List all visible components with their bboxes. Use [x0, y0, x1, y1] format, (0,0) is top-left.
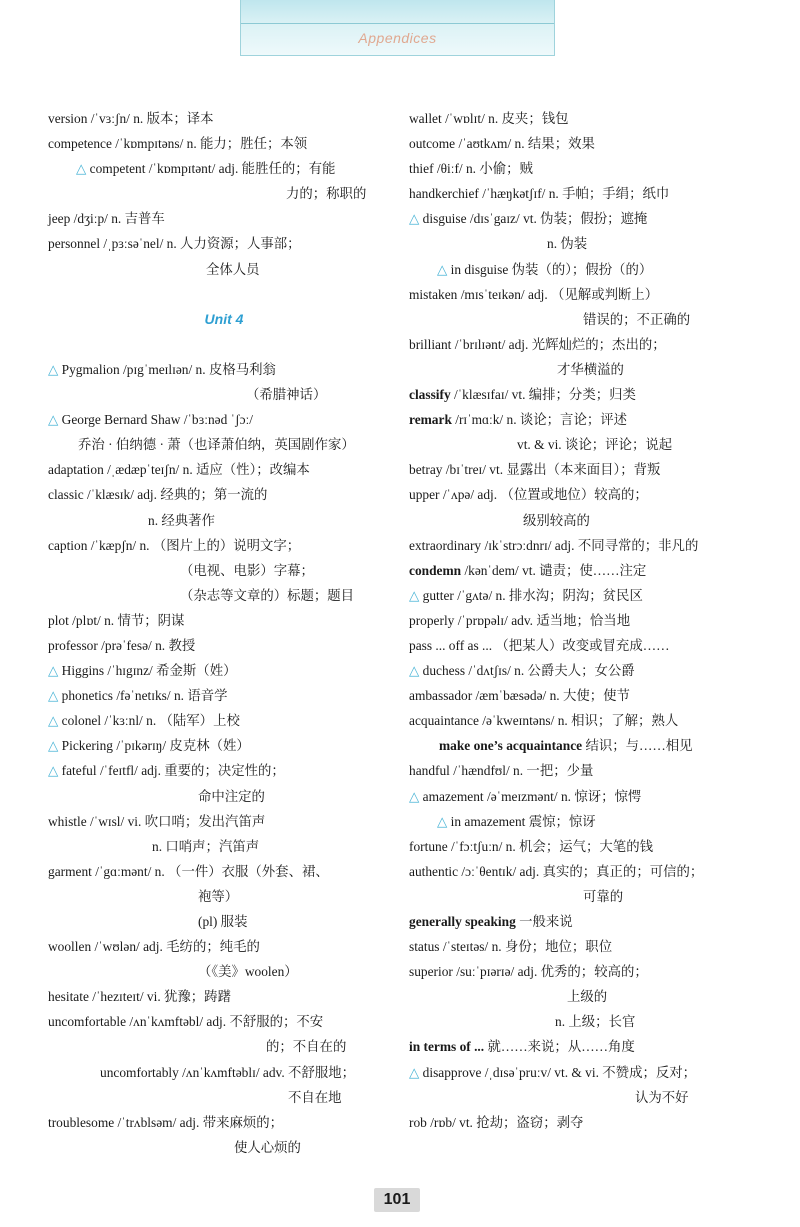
glossary-line: [48, 206, 400, 231]
triangle-marker-icon: △: [437, 813, 451, 829]
glossary-line: [409, 231, 754, 256]
glossary-line: [48, 357, 400, 382]
entry-text: colonel /ˈkɜːnl/ n. （陆军）上校: [61, 713, 240, 729]
entry-text: handkerchief /ˈhæŋkətʃɪf/ n. 手帕；手绢；纸巾: [409, 186, 670, 202]
glossary-line: [409, 859, 754, 884]
entry-text: gutter /ˈgʌtə/ n. 排水沟；阴沟；贫民区: [422, 587, 643, 603]
triangle-marker-icon: △: [409, 788, 423, 804]
triangle-marker-icon: △: [76, 161, 90, 177]
glossary-line: [409, 583, 754, 608]
entry-text: rob /rɒb/ vt. 抢劫；盗窃；剥夺: [409, 1114, 584, 1130]
entry-text: 命中注定的: [198, 788, 265, 804]
glossary-line: [48, 131, 400, 156]
entry-text: classic /ˈklæsɪk/ adj. 经典的；第一流的: [48, 487, 268, 503]
entry-text: acquaintance /əˈkweɪntəns/ n. 相识；了解；熟人: [409, 713, 679, 729]
glossary-line: [48, 533, 400, 558]
entry-text: in terms of ... 就……来说；从……角度: [409, 1039, 635, 1055]
entry-text: Pickering /ˈpɪkərɪŋ/ 皮克林（姓）: [61, 738, 250, 754]
entry-text: version /ˈvɜːʃn/ n. 版本；译本: [48, 111, 214, 126]
entry-text: 力的；称职的: [286, 186, 367, 202]
entry-text: competent /ˈkɒmpɪtənt/ adj. 能胜任的；有能: [89, 161, 336, 177]
glossary-line: [48, 633, 400, 658]
entry-text: disguise /dɪsˈgaɪz/ vt. 伪装；假扮；遮掩: [422, 211, 648, 227]
entry-text: betray /bɪˈtreɪ/ vt. 显露出（本来面目）；背叛: [409, 462, 661, 478]
entry-text: phonetics /fəˈnetɪks/ n. 语音学: [61, 688, 228, 704]
glossary-line: [409, 257, 754, 282]
glossary-line: [409, 282, 754, 307]
glossary-line: [48, 758, 400, 783]
entry-text: whistle /ˈwɪsl/ vi. 吹口哨；发出汽笛声: [48, 813, 266, 829]
glossary-line: [48, 784, 400, 809]
entry-text: 袍等）: [198, 888, 239, 904]
spacer: [48, 282, 400, 307]
glossary-line: [409, 758, 754, 783]
triangle-marker-icon: △: [48, 412, 62, 428]
entry-text: 使人心烦的: [234, 1139, 301, 1155]
entry-text: uncomfortably /ʌnˈkʌmftəblɪ/ adv. 不舒服地；: [100, 1064, 355, 1080]
entry-text: n. 上级；长官: [555, 1014, 636, 1030]
glossary-line: [48, 457, 400, 482]
glossary-line: [48, 959, 400, 984]
glossary-line: [48, 608, 400, 633]
entry-text: in disguise 伪装（的）；假扮（的）: [450, 261, 653, 277]
glossary-line: [409, 357, 754, 382]
glossary-line: [409, 683, 754, 708]
unit-heading: Unit 4: [204, 310, 244, 327]
glossary-line: [409, 1009, 754, 1034]
entry-text: upper /ˈʌpə/ adj. （位置或地位）较高的；: [409, 487, 648, 503]
triangle-marker-icon: △: [48, 688, 62, 704]
triangle-marker-icon: △: [409, 663, 423, 679]
entry-text: （《美》woolen）: [198, 964, 298, 980]
entry-text: Pygmalion /pɪgˈmeɪlɪən/ n. 皮格马利翁: [61, 361, 276, 377]
banner-title: Appendices: [358, 30, 437, 46]
entry-text: outcome /ˈaʊtkʌm/ n. 结果；效果: [409, 136, 595, 152]
entry-text: troublesome /ˈtrʌblsəm/ adj. 带来麻烦的；: [48, 1114, 284, 1130]
entry-text: 级别较高的: [523, 512, 590, 528]
glossary-line: [409, 307, 754, 332]
entry-text: competence /ˈkɒmpɪtəns/ n. 能力；胜任；本领: [48, 136, 308, 152]
glossary-line: [409, 934, 754, 959]
entry-text: (pl) 服装: [198, 914, 248, 929]
entry-text: 上级的: [567, 989, 608, 1005]
glossary-line: [409, 809, 754, 834]
entry-text: uncomfortable /ʌnˈkʌmftəbl/ adj. 不舒服的；不安: [48, 1014, 324, 1030]
entry-text: disapprove /ˌdɪsəˈpruːv/ vt. & vi. 不赞成；反对；: [422, 1064, 697, 1080]
glossary-line: [409, 131, 754, 156]
entry-text: 全体人员: [206, 261, 260, 277]
entry-text: 可靠的: [583, 888, 624, 904]
entry-text: adaptation /ˌædæpˈteɪʃn/ n. 适应（性）；改编本: [48, 462, 310, 478]
entry-text: 认为不好: [635, 1089, 689, 1105]
entry-text: thief /θiːf/ n. 小偷；贼: [409, 161, 533, 177]
entry-text: hesitate /ˈhezɪteɪt/ vi. 犹豫；踌躇: [48, 989, 231, 1005]
entry-text: fateful /ˈfeɪtfl/ adj. 重要的；决定性的；: [61, 763, 285, 779]
entry-text: classify /ˈklæsɪfaɪ/ vt. 编排；分类；归类: [409, 387, 636, 403]
glossary-line: [48, 909, 400, 934]
glossary-line: [409, 658, 754, 683]
glossary-line: [48, 231, 400, 256]
glossary-line: [409, 407, 754, 432]
glossary-line: [48, 508, 400, 533]
glossary-line: [409, 733, 754, 758]
glossary-line: [409, 432, 754, 457]
entry-text: wallet /ˈwɒlɪt/ n. 皮夹；钱包: [409, 111, 569, 126]
appendices-banner: [240, 0, 555, 56]
glossary-line: [409, 181, 754, 206]
glossary-line: [48, 558, 400, 583]
glossary-line: [409, 382, 754, 407]
entry-text: vt. & vi. 谈论；评论；说起: [517, 437, 673, 453]
glossary-line: [48, 407, 400, 432]
glossary-line: [48, 809, 400, 834]
triangle-marker-icon: △: [48, 361, 62, 377]
triangle-marker-icon: △: [48, 663, 62, 679]
glossary-line: [48, 156, 400, 181]
entry-text: ambassador /æmˈbæsədə/ n. 大使；使节: [409, 688, 630, 704]
glossary-line: [409, 482, 754, 507]
entry-text: n. 口哨声；汽笛声: [152, 838, 260, 854]
glossary-line: [409, 984, 754, 1009]
triangle-marker-icon: △: [48, 763, 62, 779]
entry-text: （希腊神话）: [246, 387, 327, 403]
glossary-line: [48, 1135, 400, 1160]
glossary-line: [409, 784, 754, 809]
entry-text: 错误的；不正确的: [583, 311, 691, 327]
glossary-line: [409, 1060, 754, 1085]
entry-text: in amazement 震惊；惊讶: [450, 813, 596, 829]
glossary-line: [48, 482, 400, 507]
glossary-line: [48, 859, 400, 884]
entry-text: 不自在地: [288, 1089, 342, 1105]
entry-text: personnel /ˌpɜːsəˈnel/ n. 人力资源；人事部；: [48, 236, 301, 252]
glossary-line: [409, 1085, 754, 1110]
entry-text: generally speaking 一般来说: [409, 914, 573, 929]
entry-text: n. 经典著作: [148, 512, 215, 528]
banner-divider: [241, 23, 554, 24]
glossary-line: [48, 733, 400, 758]
entry-text: （电视、电影）字幕；: [180, 562, 314, 578]
glossary-line: [409, 206, 754, 231]
triangle-marker-icon: △: [48, 713, 62, 729]
glossary-line: [48, 382, 400, 407]
glossary-line: [409, 708, 754, 733]
glossary-line: [48, 683, 400, 708]
glossary-line: [48, 181, 400, 206]
glossary-line: [48, 984, 400, 1009]
glossary-line: [48, 884, 400, 909]
glossary-line: [409, 1110, 754, 1135]
page-number: 101: [374, 1188, 420, 1212]
spacer: [48, 332, 400, 357]
glossary-line: [48, 1009, 400, 1034]
glossary-line: [48, 1060, 400, 1085]
glossary-line: [48, 257, 400, 282]
glossary-line: [409, 959, 754, 984]
glossary-line: [409, 834, 754, 859]
entry-text: garment /ˈgɑːmənt/ n. （一件）衣服（外套、裙、: [48, 863, 329, 879]
entry-text: （杂志等文章的）标题；题目: [180, 587, 355, 603]
glossary-line: [48, 583, 400, 608]
entry-text: pass ... off as ... （把某人）改变或冒充成……: [409, 637, 670, 653]
entry-text: status /ˈsteɪtəs/ n. 身份；地位；职位: [409, 939, 613, 955]
entry-text: handful /ˈhændfʊl/ n. 一把；少量: [409, 763, 594, 779]
entry-text: make one’s acquaintance 结识；与……相见: [439, 738, 693, 754]
entry-text: woollen /ˈwʊlən/ adj. 毛纺的；纯毛的: [48, 939, 260, 955]
glossary-line: [409, 909, 754, 934]
entry-text: remark /rɪˈmɑːk/ n. 谈论；言论；评述: [409, 412, 628, 428]
entry-text: brilliant /ˈbrɪlɪənt/ adj. 光辉灿烂的；杰出的；: [409, 336, 666, 352]
entry-text: amazement /əˈmeɪzmənt/ n. 惊讶；惊愕: [422, 788, 642, 804]
entry-text: professor /prəˈfesə/ n. 教授: [48, 637, 196, 653]
glossary-line: [48, 1034, 400, 1059]
glossary-line: [48, 432, 400, 457]
glossary-line: [48, 658, 400, 683]
glossary-line: [48, 1110, 400, 1135]
entry-text: 乔治 · 伯纳德 · 萧（也译萧伯纳，英国剧作家）: [78, 437, 355, 453]
right-glossary-column: [409, 106, 754, 1135]
glossary-line: [409, 608, 754, 633]
glossary-line: [48, 834, 400, 859]
entry-text: George Bernard Shaw /ˈbɜːnəd ˈʃɔː/: [61, 412, 253, 428]
entry-text: n. 伪装: [547, 236, 588, 252]
glossary-line: [409, 156, 754, 181]
left-glossary-column: [48, 106, 400, 1160]
entry-text: condemn /kənˈdem/ vt. 谴责；使……注定: [409, 562, 647, 578]
glossary-line: [48, 106, 400, 131]
glossary-line: [409, 633, 754, 658]
entry-text: superior /suːˈpɪərɪə/ adj. 优秀的；较高的；: [409, 964, 648, 980]
entry-text: properly /ˈprɒpəlɪ/ adv. 适当地；恰当地: [409, 612, 631, 628]
glossary-line: [409, 457, 754, 482]
glossary-line: [409, 884, 754, 909]
entry-text: 才华横溢的: [557, 361, 624, 377]
triangle-marker-icon: △: [437, 261, 451, 277]
triangle-marker-icon: △: [48, 738, 62, 754]
glossary-line: [409, 558, 754, 583]
entry-text: caption /ˈkæpʃn/ n. （图片上的）说明文字；: [48, 537, 301, 553]
glossary-line: [409, 106, 754, 131]
triangle-marker-icon: △: [409, 587, 423, 603]
glossary-line: [409, 332, 754, 357]
triangle-marker-icon: △: [409, 1064, 423, 1080]
triangle-marker-icon: △: [409, 211, 423, 227]
glossary-line: [409, 533, 754, 558]
glossary-line: [48, 934, 400, 959]
entry-text: jeep /dʒiːp/ n. 吉普车: [48, 211, 165, 227]
entry-text: mistaken /mɪsˈteɪkən/ adj. （见解或判断上）: [409, 286, 659, 302]
entry-text: duchess /ˈdʌtʃɪs/ n. 公爵夫人；女公爵: [422, 663, 635, 679]
glossary-line: [48, 708, 400, 733]
entry-text: 的；不自在的: [266, 1039, 347, 1055]
entry-text: fortune /ˈfɔːtʃuːn/ n. 机会；运气；大笔的钱: [409, 838, 653, 854]
entry-text: plot /plɒt/ n. 情节；阴谋: [48, 612, 185, 628]
glossary-line: [409, 1034, 754, 1059]
glossary-line: [48, 1085, 400, 1110]
glossary-line: [409, 508, 754, 533]
entry-text: extraordinary /ɪkˈstrɔːdnrɪ/ adj. 不同寻常的；非凡的: [409, 537, 699, 553]
entry-text: authentic /ɔːˈθentɪk/ adj. 真实的；真正的；可信的；: [409, 863, 704, 879]
entry-text: Higgins /ˈhɪgɪnz/ 希金斯（姓）: [61, 663, 237, 679]
